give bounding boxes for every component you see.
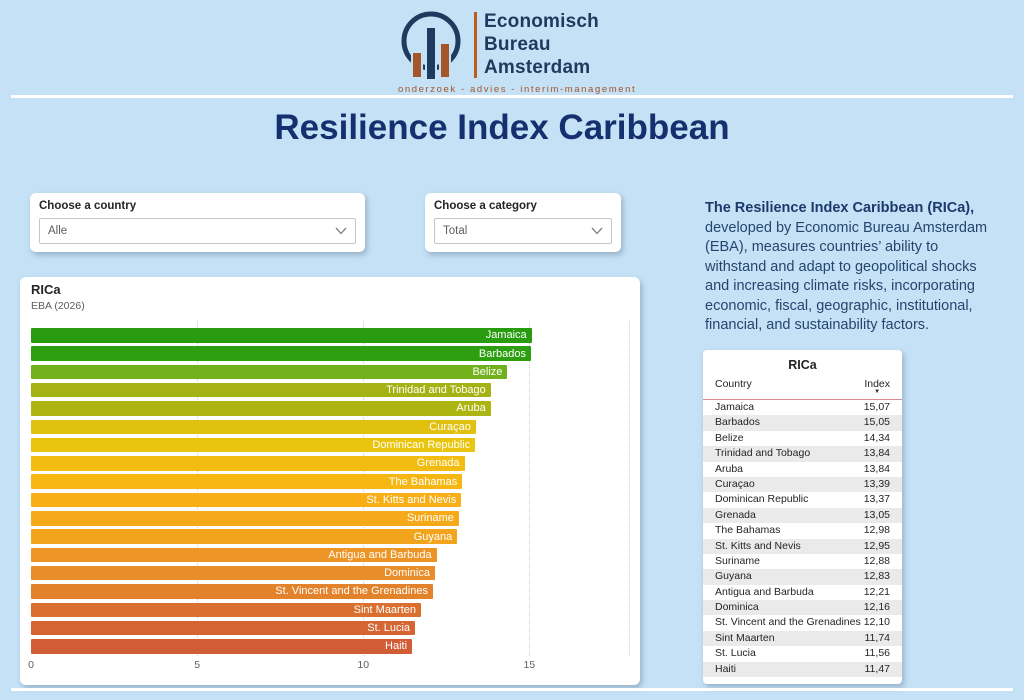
bar-row [31,548,629,563]
chart-subtitle: EBA (2026) [31,300,85,312]
table-row[interactable] [703,554,902,569]
bar-row [31,474,629,489]
table-row[interactable] [703,615,902,630]
table-row[interactable] [703,646,902,661]
bar-label: Dominican Republic [372,439,471,452]
cell-country: Barbados [715,416,760,429]
bar-row [31,401,629,416]
logo-divider [474,12,477,78]
bar-row [31,511,629,526]
country-filter-label: Choose a country [39,200,137,212]
page-title: Resilience Index Caribbean [274,108,730,147]
table-header-country[interactable]: Country [715,378,752,390]
chart-plot-area [31,321,629,656]
bar-row [31,383,629,398]
table-row[interactable] [703,508,902,523]
cell-index: 14,34 [863,431,890,444]
cell-country: Antigua and Barbuda [715,585,814,598]
cell-index: 12,83 [863,570,890,583]
cell-index: 15,07 [863,401,890,413]
category-dropdown[interactable] [434,218,612,244]
bar-label: Curaçao [429,420,471,433]
category-dropdown-value: Total [443,225,468,237]
chart-x-axis [28,659,629,673]
company-logo [398,8,637,95]
bar-label: Dominica [384,567,430,580]
table-header-index[interactable] [864,378,890,395]
logo-line2: Bureau [484,34,551,55]
bar-row [31,621,629,636]
bar-row [31,438,629,453]
cell-index: 11,47 [864,662,890,675]
cell-index: 11,56 [864,647,890,660]
bar-st-vincent-and-the-grenadines[interactable] [31,584,433,599]
logo-line3: Amsterdam [484,57,591,78]
bar-row [31,456,629,471]
logo-tagline: onderzoek - advies - interim-management [398,84,637,95]
bar-label: St. Lucia [367,622,411,635]
table-row[interactable] [703,431,902,446]
bar-row [31,365,629,380]
cell-index: 12,95 [863,539,890,552]
bar-label: The Bahamas [388,475,458,488]
sort-descending-icon: ▼ [874,389,881,395]
cell-country: Haiti [715,662,737,675]
bar-label: Antigua and Barbuda [328,548,432,561]
cell-country: St. Vincent and the Grenadines [715,616,861,629]
table-row[interactable] [703,415,902,430]
bar-trinidad-and-tobago[interactable] [31,383,491,398]
bar-label: Sint Maarten [353,603,417,616]
cell-index: 15,05 [863,416,890,429]
chevron-down-icon [591,227,603,235]
table-row[interactable] [703,539,902,554]
cell-index: 12,21 [863,585,890,598]
bar-cura-ao[interactable] [31,420,476,435]
bar-label: Belize [472,365,503,378]
cell-country: The Bahamas [715,524,781,537]
axis-tick-5: 5 [194,659,201,671]
bar-label: St. Vincent and the Grenadines [275,585,428,598]
table-row[interactable] [703,631,902,646]
bar-label: Barbados [478,347,526,360]
bar-label: Haiti [385,640,408,653]
table-row[interactable] [703,523,902,538]
bar-belize[interactable] [31,365,507,380]
cell-country: Aruba [715,462,744,475]
category-filter-label: Choose a category [434,200,537,212]
bar-row [31,493,629,508]
bar-row [31,328,629,343]
cell-index: 13,39 [863,477,890,490]
bar-label: Trinidad and Tobago [386,384,486,397]
bar-row [31,529,629,544]
cell-country: Belize [715,431,744,444]
cell-country: Curaçao [715,477,755,490]
table-body [703,400,902,677]
rica-bar-chart-card [20,277,640,685]
rica-table-card [703,350,902,684]
description-bold: The Resilience Index Caribbean (RICa), [705,200,975,216]
table-row[interactable] [703,600,902,615]
header-divider-line [11,95,1013,98]
cell-country: Dominica [715,601,759,614]
bar-label: Suriname [406,512,454,525]
cell-index: 12,16 [863,601,890,614]
table-row[interactable] [703,585,902,600]
country-filter-card [30,193,365,252]
logo-line1: Economisch [484,11,599,32]
axis-tick-0: 0 [28,659,34,671]
table-row[interactable] [703,400,902,415]
cell-index: 12,88 [863,554,890,567]
bar-haiti[interactable] [31,639,412,654]
bar-aruba[interactable] [31,401,491,416]
bar-dominican-republic[interactable] [31,438,475,453]
cell-country: Sint Maarten [715,631,775,644]
table-row[interactable] [703,492,902,507]
table-header-index-label: Index [864,378,890,390]
cell-index: 12,98 [863,524,890,537]
table-row[interactable] [703,477,902,492]
bar-row [31,346,629,361]
cell-country: Grenada [715,508,756,521]
bar-st-kitts-and-nevis[interactable] [31,493,461,508]
table-row[interactable] [703,446,902,461]
chart-title: RICa [31,282,61,297]
bar-label: Guyana [413,530,453,543]
bar-sint-maarten[interactable] [31,603,421,618]
bar-suriname[interactable] [31,511,459,526]
logo-wordmark [484,10,599,79]
cell-index: 12,10 [863,616,890,629]
bar-label: St. Kitts and Nevis [366,493,457,506]
description-text: developed by Economic Bureau Amsterdam (EBA), measures countries’ ability to withstand and adapt to geopolitical shocks and increasing climate risks, incorporating economic, fiscal, geographic, institutional, financial, and sustainability factors. [705,219,988,333]
axis-tick-15: 15 [523,659,536,671]
country-dropdown-value: Alle [48,225,68,237]
cell-index: 13,84 [863,447,890,460]
bar-guyana[interactable] [31,529,457,544]
cell-index: 13,84 [863,462,890,475]
footer-divider-line [11,688,1013,691]
cell-country: Jamaica [715,401,755,413]
bar-row [31,639,629,654]
bar-st-lucia[interactable] [31,621,415,636]
cell-country: Trinidad and Tobago [715,447,811,460]
table-row[interactable] [703,662,902,677]
bar-the-bahamas[interactable] [31,474,462,489]
cell-country: St. Lucia [715,647,756,660]
table-title: RICa [788,358,817,372]
table-row[interactable] [703,462,902,477]
bar-row [31,584,629,599]
bar-chart-circle-icon [398,10,464,82]
country-dropdown[interactable] [39,218,356,244]
category-filter-card [425,193,621,252]
cell-index: 11,74 [864,631,890,644]
bar-grenada[interactable] [31,456,465,471]
gridline-18 [629,321,630,656]
index-description [705,199,997,336]
bar-label: Grenada [416,457,460,470]
cell-country: Guyana [715,570,752,583]
table-header[interactable] [703,378,902,400]
bar-label: Jamaica [485,329,527,342]
axis-tick-10: 10 [357,659,370,671]
bar-jamaica[interactable] [31,328,532,343]
cell-country: Suriname [715,554,760,567]
chevron-down-icon [335,227,347,235]
bar-dominica[interactable] [31,566,435,581]
cell-country: St. Kitts and Nevis [715,539,801,552]
table-row[interactable] [703,569,902,584]
cell-country: Dominican Republic [715,493,809,506]
cell-index: 13,37 [863,493,890,506]
bar-row [31,603,629,618]
bar-barbados[interactable] [31,346,531,361]
bar-antigua-and-barbuda[interactable] [31,548,437,563]
bar-row [31,420,629,435]
cell-index: 13,05 [863,508,890,521]
bar-label: Aruba [456,402,486,415]
bar-row [31,566,629,581]
